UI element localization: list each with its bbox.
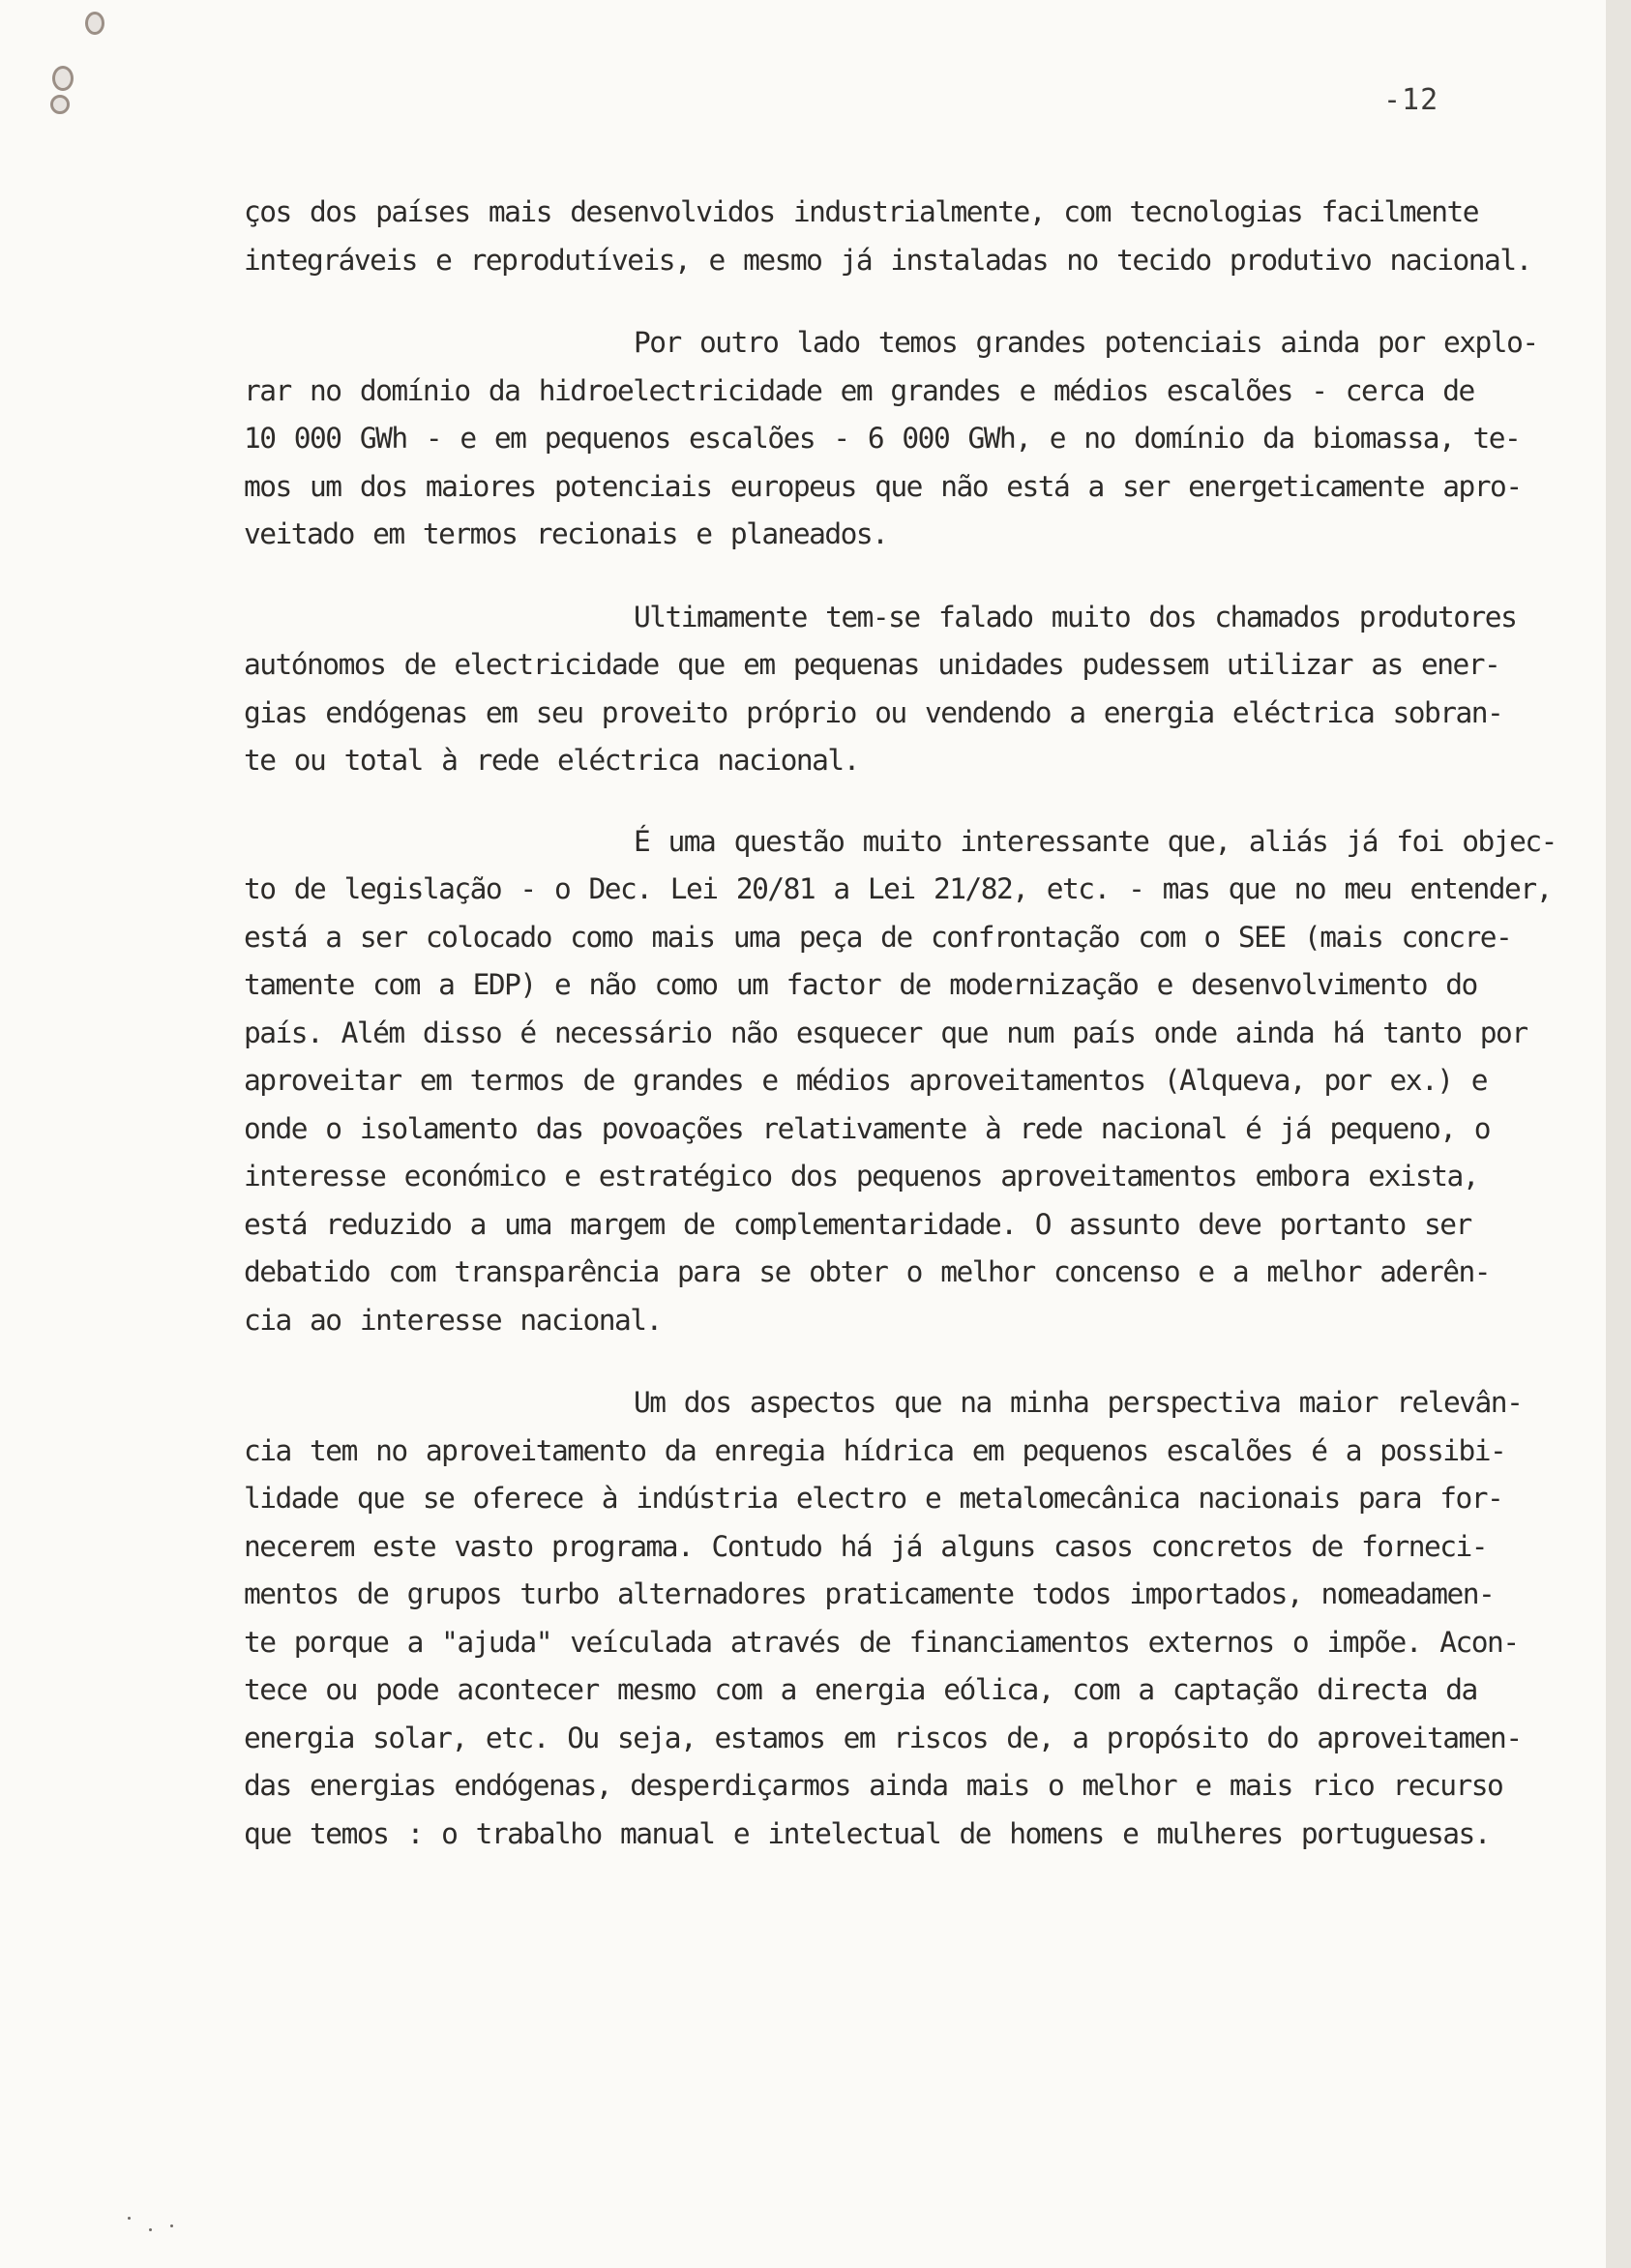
- text-line: tamente com a EDP) e não como um factor de modernização e desenvolvimento do: [244, 968, 1477, 1001]
- text-line: mos um dos maiores potenciais europeus que não está a ser energeticamente apro-: [244, 469, 1522, 503]
- text-line: rar no domínio da hidroelectricidade em grandes e médios escalões - cerca de: [244, 373, 1474, 407]
- page-number: -12: [1383, 83, 1439, 117]
- ink-blot-middle: [52, 66, 74, 91]
- text-line: está a ser colocado como mais uma peça de confrontação com o SEE (mais concre-: [244, 920, 1512, 954]
- text-line: 10 000 GWh - e em pequenos escalões - 6 000 GWh, e no domínio da biomassa, te-: [244, 422, 1521, 455]
- text-line: das energias endógenas, desperdiçarmos ainda mais o melhor e mais rico recurso: [244, 1769, 1503, 1802]
- text-line: debatido com transparência para se obter o melhor concenso e a melhor aderên-: [244, 1255, 1491, 1288]
- body-text: [244, 189, 1557, 1858]
- text-line: autónomos de electricidade que em pequenas unidades pudessem utilizar as ener-: [244, 648, 1500, 681]
- text-line: energia solar, etc. Ou seja, estamos em riscos de, a propósito do aproveitamen-: [244, 1721, 1522, 1754]
- text-line: Por outro lado temos grandes potenciais ainda por explo-: [634, 326, 1538, 359]
- page-edge: [1606, 0, 1631, 2268]
- ink-blot-top: [85, 12, 104, 35]
- text-line: aproveitar em termos de grandes e médios aproveitamentos (Alqueva, por ex.) e: [244, 1064, 1488, 1097]
- paragraph: [244, 189, 1540, 284]
- text-line: ços dos países mais desenvolvidos industrialmente, com tecnologias facilmente: [244, 195, 1479, 228]
- text-line: te ou total à rede eléctrica nacional.: [244, 744, 859, 777]
- text-line: É uma questão muito interessante que, aliás já foi objec-: [634, 824, 1557, 858]
- text-line: Ultimamente tem-se falado muito dos chamados produtores: [634, 600, 1517, 633]
- text-line: integráveis e reprodutíveis, e mesmo já instaladas no tecido produtivo nacional.: [244, 243, 1531, 277]
- paragraph: [244, 818, 1557, 1345]
- text-line: tece ou pode acontecer mesmo com a energia eólica, com a captação directa da: [244, 1673, 1477, 1706]
- text-line: veitado em termos recionais e planeados.: [244, 517, 888, 550]
- text-line: te porque a "ajuda" veículada através de financiamentos externos o impõe. Acon-: [244, 1625, 1519, 1659]
- paragraph-gap: [244, 559, 1540, 594]
- paragraph: [244, 1379, 1540, 1858]
- text-line: mentos de grupos turbo alternadores praticamente todos importados, nomeadamen-: [244, 1577, 1495, 1610]
- text-line: interesse económico e estratégico dos pequenos aproveitamentos embora exista,: [244, 1160, 1479, 1193]
- paragraph-gap: [244, 785, 1540, 818]
- speck: [170, 2224, 173, 2227]
- paragraph-gap: [244, 1344, 1540, 1379]
- text-line: onde o isolamento das povoações relativamente à rede nacional é já pequeno, o: [244, 1111, 1491, 1145]
- text-line: país. Além disso é necessário não esquecer que num país onde ainda há tanto por: [244, 1016, 1527, 1049]
- text-line: está reduzido a uma margem de complementaridade. O assunto deve portanto ser: [244, 1207, 1471, 1241]
- text-line: Um dos aspectos que na minha perspectiva maior relevân-: [634, 1386, 1523, 1419]
- text-line: to de legislação - o Dec. Lei 20/81 a Lei 21/82, etc. - mas que no meu entender,: [244, 872, 1552, 905]
- text-line: cia ao interesse nacional.: [244, 1303, 662, 1337]
- text-line: que temos : o trabalho manual e intelectual de homens e mulheres portuguesas.: [244, 1816, 1491, 1850]
- paragraph: [244, 319, 1540, 559]
- speck: [149, 2228, 152, 2231]
- text-line: necerem este vasto programa. Contudo há já alguns casos concretos de forneci-: [244, 1529, 1488, 1563]
- paragraph: [244, 594, 1540, 785]
- ink-blot-bottom: [50, 95, 70, 114]
- text-line: gias endógenas em seu proveito próprio ou vendendo a energia eléctrica sobran-: [244, 695, 1503, 729]
- text-line: cia tem no aproveitamento da enregia hídrica em pequenos escalões é a possibi-: [244, 1433, 1506, 1467]
- speck: [128, 2217, 131, 2220]
- paragraph-gap: [244, 284, 1540, 319]
- text-line: lidade que se oferece à indústria electro e metalomecânica nacionais para for-: [244, 1482, 1503, 1515]
